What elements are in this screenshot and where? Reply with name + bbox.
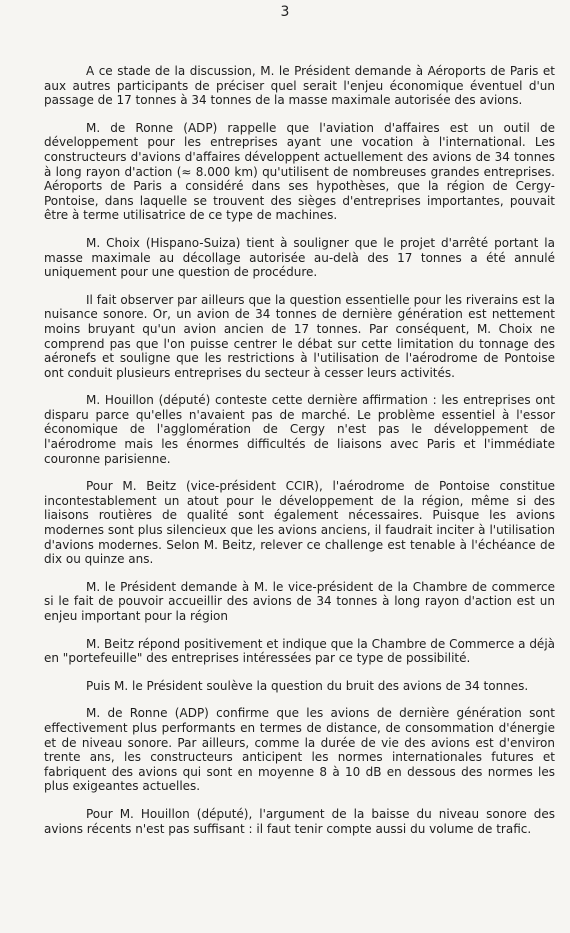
document-body [44, 64, 555, 849]
paragraph-beitz-answer: M. Beitz répond positivement et indique que la Chambre de Commerce a déjà en "portefeuille" des entreprises intéressées par ce type de possibilité. [44, 636, 555, 666]
paragraph-choix-decree: M. Choix (Hispano-Suiza) tient à souligner que le projet d'arrêté portant la masse maximale au décollage autorisée au-delà des 17 tonnes a été annulé uniquement pour une question de procédure. [44, 235, 555, 280]
paragraph-houillon-objection: M. Houillon (député) conteste cette dernière affirmation : les entreprises ont disparu parce qu'elles n'avaient pas de marché. Le problème essentiel à l'essor économique de l'agglomération de Cergy n'est pas le développement de l'aérodrome mais les énormes difficultés de liaisons avec Paris et l'immédiate couronne parisienne. [44, 393, 555, 466]
paragraph-president-noise-question: Puis M. le Président soulève la question du bruit des avions de 34 tonnes. [86, 678, 529, 693]
page-number: 3 [280, 4, 290, 20]
paragraph-beitz-asset: Pour M. Beitz (vice-président CCIR), l'aérodrome de Pontoise constitue incontestablement un atout pour le développement de la région, même si des liaisons routières de qualité sont également nécessaires. Puisque les avions modernes sont plus silencieux que les avions anciens, il faudrait inciter à l'utilisation d'avions modernes. Selon M. Beitz, relever ce challenge est tenable à l'échéance de dix ou quinze ans. [44, 479, 555, 567]
paragraph-de-ronne-business-aviation: M. de Ronne (ADP) rappelle que l'aviation d'affaires est un outil de développement pour les entreprises ayant une vocation à l'international. Les constructeurs d'avions d'affaires développent actuellement des avions de 34 tonnes à long rayon d'action (≈ 8.000 km) qu'utilisent de nombreuses grandes entreprises. Aéroports de Paris a considéré dans ses hypothèses, que la région de Cergy-Pontoise, dans laquelle se trouvent des sièges d'entreprises importantes, pouvait être à terme utilisatrice de ce type de machines. [44, 120, 555, 223]
paragraph-de-ronne-confirmation: M. de Ronne (ADP) confirme que les avions de dernière génération sont effectivement plus performants en termes de distance, de consommation d'énergie et de niveau sonore. Par ailleurs, comme la durée de vie des avions est d'environ trente ans, les constructeurs anticipent les normes internationales futures et fabriquent des avions qui sont en moyenne 8 à 10 dB en dessous des normes les plus exigeantes actuelles. [44, 706, 555, 794]
paragraph-president-chamber-question: M. le Président demande à M. le vice-président de la Chambre de commerce si le fait de pouvoir accueillir des avions de 34 tonnes à long rayon d'action est un enjeu important pour la région [44, 579, 555, 623]
paragraph-president-question: A ce stade de la discussion, M. le Président demande à Aéroports de Paris et aux autres participants de préciser quel serait l'enjeu économique éventuel d'un passage de 17 tonnes à 34 tonnes de la masse maximale autorisée des avions. [44, 64, 555, 108]
paragraph-houillon-traffic: Pour M. Houillon (député), l'argument de la baisse du niveau sonore des avions récents n'est pas suffisant : il faut tenir compte aussi du volume de trafic. [44, 806, 555, 836]
paragraph-choix-noise: Il fait observer par ailleurs que la question essentielle pour les riverains est la nuisance sonore. Or, un avion de 34 tonnes de dernière génération est nettement moins bruyant qu'un avion ancien de 17 tonnes. Par conséquent, M. Choix ne comprend pas que l'on puisse centrer le débat sur cette limitation du tonnage des aéronefs et souligne que les restrictions à l'utilisation de l'aérodrome de Pontoise ont conduit plusieurs entreprises du secteur à cesser leurs activités. [44, 292, 555, 380]
